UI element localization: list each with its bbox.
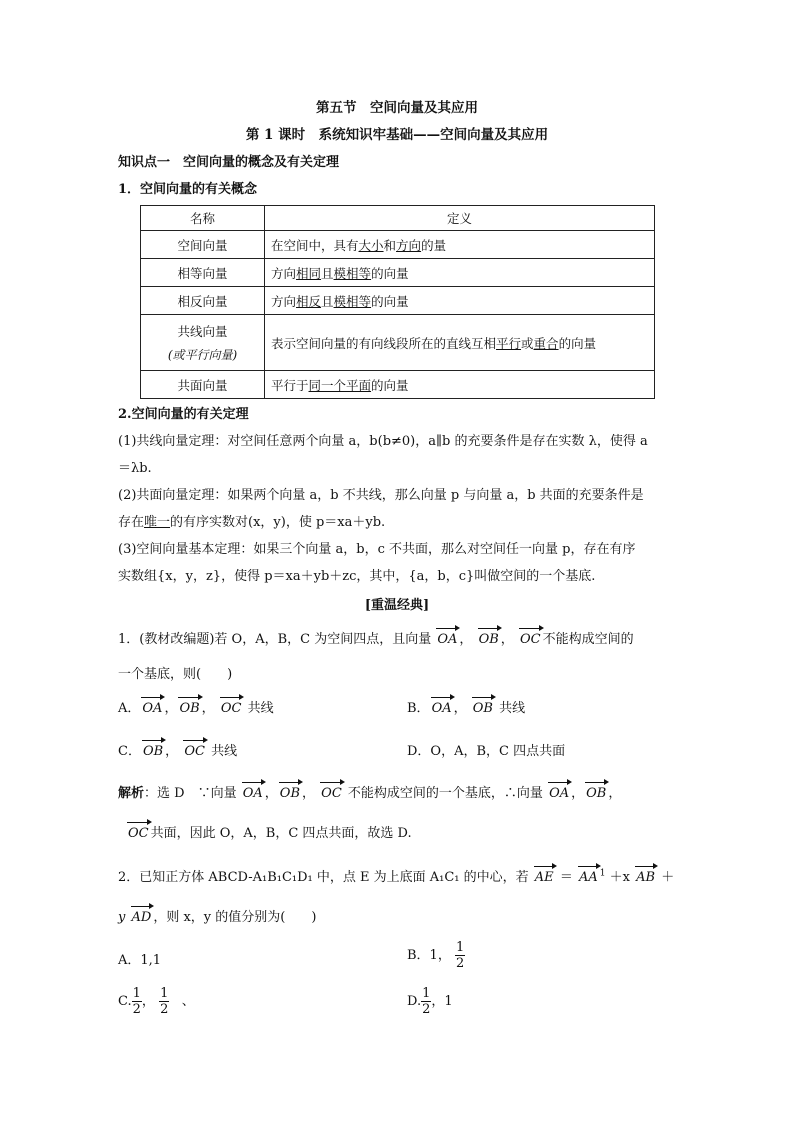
table-header-name: 名称 [141, 206, 265, 231]
table-cell-name: 空间向量 [141, 231, 265, 259]
table-cell-name: 共面向量 [141, 371, 265, 399]
table-cell-definition: 表示空间向量的有向线段所在的直线互相平行或重合的向量 [265, 315, 655, 371]
question-2-stem: 2．已知正方体 ABCD-A₁B₁C₁D₁ 中，点 E 为上底面 A₁C₁ 的中心，若 AE ＝ AA $^1$ ＋x AB ＋ [118, 868, 675, 885]
vector-ae: AE [534, 870, 554, 885]
vector-aa1: AA [578, 870, 598, 885]
table-cell-definition: 方向相同且模相等的向量 [265, 259, 655, 287]
table-row [141, 231, 655, 259]
question-1-option-d[interactable]: D．O，A，B，C 四点共面 [407, 744, 566, 759]
theorem-basis-cont: 实数组{x，y，z}，使得 p＝xa＋yb＋zc，其中，{a，b，c}叫做空间的一个基底. [118, 569, 596, 584]
question-1-solution-cont: OC 共面，因此 O，A，B，C 四点共面，故选 D. [128, 826, 412, 841]
table-header-definition: 定义 [265, 206, 655, 231]
question-2-stem-cont: y AD ，则 x，y 的值分别为( ) [118, 910, 317, 925]
lesson-title: 第 1 课时 系统知识牢基础——空间向量及其应用 [245, 127, 549, 143]
question-1-solution: 解析：选 D ∵向量 OA ， OB ， OC 不能构成空间的一个基底，∴向量 OA ， OB ， [118, 786, 622, 801]
question-1-option-b[interactable]: B． OA ， OB 共线 [407, 701, 526, 716]
question-2-option-d[interactable]: D. $\frac{1}{2}$ ，1 [407, 986, 453, 1017]
section-title: 第五节 空间向量及其应用 [316, 100, 478, 116]
table-cell-name: 共线向量 (或平行向量) [141, 315, 265, 371]
stray-mark: 、 [181, 994, 195, 1009]
theorem-coplanar: (2)共面向量定理：如果两个向量 a，b 不共线，那么向量 p 与向量 a，b 共面的充要条件是 [118, 488, 644, 503]
table-cell-definition: 方向相反且模相等的向量 [265, 287, 655, 315]
subsection-2-heading: 2.空间向量的有关定理 [118, 407, 249, 422]
vector-oc: OC [519, 632, 541, 647]
subsection-1-heading: 1．空间向量的有关概念 [118, 182, 258, 197]
vector-ob: OB [478, 632, 499, 647]
question-1-option-a[interactable]: A． OA ， OB ， OC 共线 [118, 701, 274, 716]
question-1-option-c[interactable]: C． OB ， OC 共线 [118, 744, 238, 759]
theorem-collinear-cont: ＝λb. [118, 461, 152, 476]
table-row [141, 371, 655, 399]
table-cell-definition: 平行于同一个平面的向量 [265, 371, 655, 399]
fraction-half: $\frac{1}{2}$ [422, 986, 431, 1017]
table-header-row [141, 206, 655, 231]
fraction-half: $\frac{1}{2}$ [455, 940, 465, 971]
question-2-option-b[interactable]: B．1， $\frac{1}{2}$ [407, 940, 465, 971]
vector-ad: AD [131, 910, 152, 925]
table-row [141, 287, 655, 315]
table-cell-name: 相等向量 [141, 259, 265, 287]
theorem-coplanar-cont: 存在唯一的有序实数对(x，y)，使 p＝xa＋yb. [118, 515, 386, 530]
table-cell-definition: 在空间中，具有大小和方向的量 [265, 231, 655, 259]
fraction-half: $\frac{1}{2}$ [160, 986, 169, 1017]
table-row [141, 259, 655, 287]
review-heading: [重温经典] [364, 598, 430, 613]
fraction-half: $\frac{1}{2}$ [132, 986, 141, 1017]
question-1-stem-cont: 一个基底，则( ) [118, 667, 233, 682]
table-cell-name: 相反向量 [141, 287, 265, 315]
concepts-table [140, 205, 655, 399]
theorem-collinear: (1)共线向量定理：对空间任意两个向量 a，b(b≠0)，a∥b 的充要条件是存在实数 λ，使得 a [118, 434, 648, 449]
theorem-basis: (3)空间向量基本定理：如果三个向量 a，b，c 不共面，那么对空间任一向量 p，存在有序 [118, 542, 636, 557]
question-1-stem: 1．(教材改编题)若 O，A，B，C 为空间四点，且向量 OA ， OB ， OC 不能构成空间的 [118, 632, 634, 647]
vector-oa: OA [437, 632, 458, 647]
question-2-option-a[interactable]: A．1,1 [118, 953, 162, 968]
vector-ab: AB [636, 870, 656, 885]
table-row [141, 315, 655, 371]
knowledge-point-heading: 知识点一 空间向量的概念及有关定理 [118, 155, 340, 170]
question-2-option-c[interactable]: C. $\frac{1}{2}$ ， $\frac{1}{2}$ 、 [118, 986, 195, 1017]
